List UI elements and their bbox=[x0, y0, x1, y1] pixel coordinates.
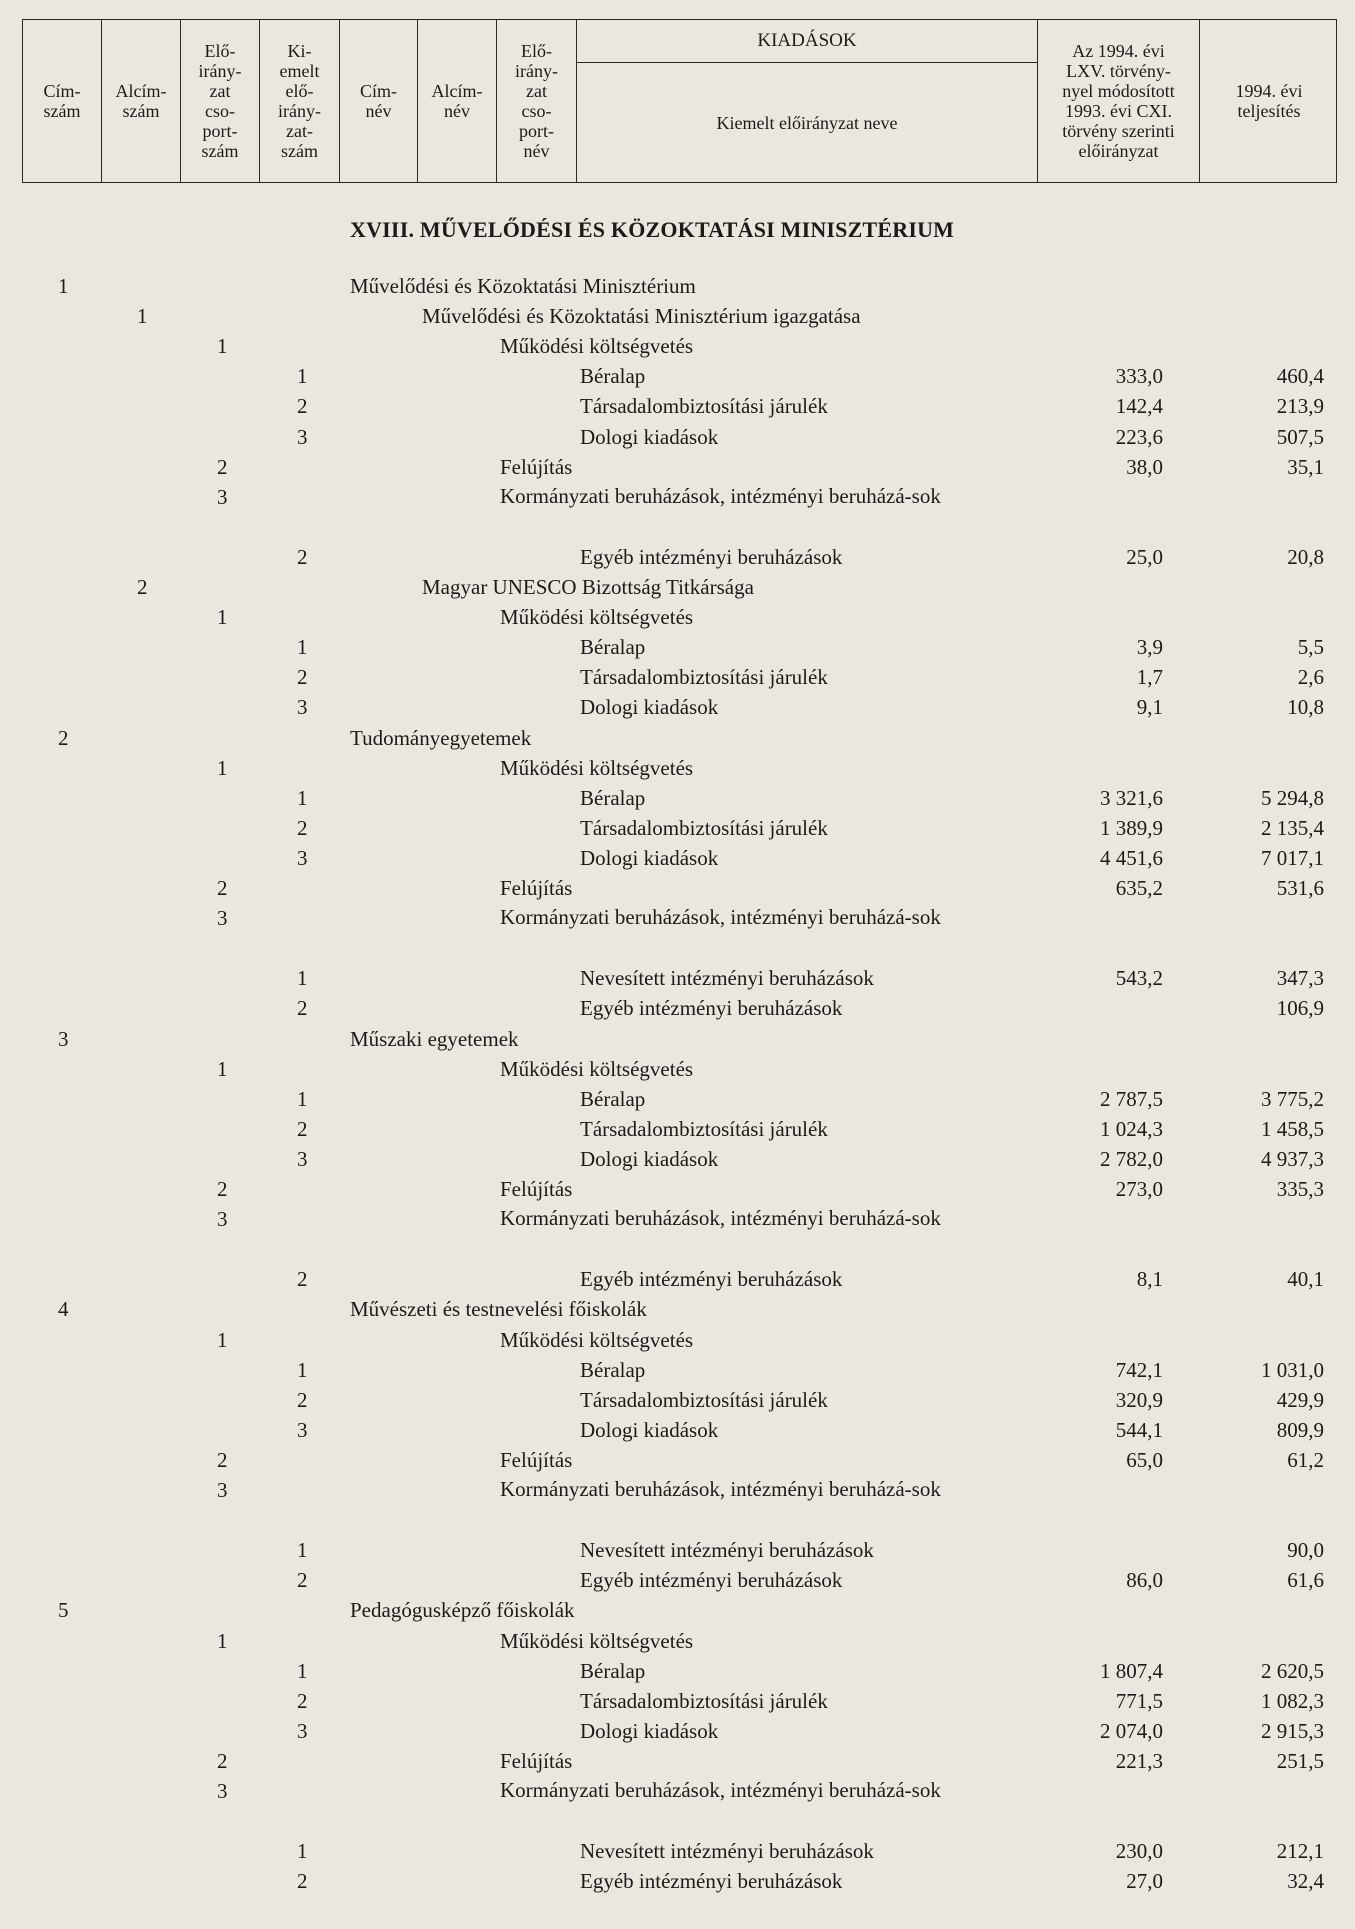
teljesites-value: 1 031,0 bbox=[1261, 1357, 1324, 1382]
row-label: Dologi kiadások bbox=[580, 1718, 719, 1743]
kiemelt-eloiranyzat-szam: 1 bbox=[297, 1839, 308, 1864]
kiemelt-eloiranyzat-szam: 3 bbox=[297, 1417, 308, 1442]
table-row bbox=[0, 813, 1355, 843]
row-label: Kormányzati beruházások, intézményi beruházá-sok bbox=[500, 1778, 941, 1802]
table-row bbox=[0, 632, 1355, 662]
row-label: Egyéb intézményi beruházások bbox=[580, 996, 843, 1021]
row-label: Felújítás bbox=[500, 1447, 573, 1472]
modositott-eloiranyzat-value: 771,5 bbox=[1115, 1688, 1163, 1713]
modositott-eloiranyzat-value: 1 024,3 bbox=[1100, 1116, 1163, 1141]
table-row bbox=[0, 1054, 1355, 1084]
kiemelt-eloiranyzat-szam: 1 bbox=[297, 364, 308, 389]
table-row bbox=[0, 783, 1355, 813]
table-row bbox=[0, 1415, 1355, 1445]
header-alcim-szam: Alcím- szám bbox=[102, 20, 181, 182]
table-row bbox=[0, 301, 1355, 331]
row-label: Kormányzati beruházások, intézményi beruházá-sok bbox=[500, 905, 941, 930]
teljesites-value: 3 775,2 bbox=[1261, 1086, 1324, 1111]
row-label: Működési költségvetés bbox=[500, 1056, 694, 1081]
teljesites-value: 429,9 bbox=[1276, 1387, 1324, 1412]
row-label: Felújítás bbox=[500, 1748, 573, 1773]
row-label: Nevesített intézményi beruházások bbox=[580, 966, 874, 991]
modositott-eloiranyzat-value: 742,1 bbox=[1115, 1357, 1163, 1382]
row-label: Társadalombiztosítási járulék bbox=[580, 1116, 828, 1141]
kiemelt-eloiranyzat-szam: 1 bbox=[297, 1658, 308, 1683]
row-label: Tudományegyetemek bbox=[350, 725, 532, 750]
kiemelt-eloiranyzat-szam: 3 bbox=[297, 424, 308, 449]
row-label: Kormányzati beruházások, intézményi beruházá-sok bbox=[500, 1206, 941, 1231]
cim-szam: 5 bbox=[58, 1598, 69, 1623]
table-row bbox=[0, 542, 1355, 572]
teljesites-value: 4 937,3 bbox=[1261, 1146, 1324, 1171]
teljesites-value: 10,8 bbox=[1287, 695, 1324, 720]
row-label: Társadalombiztosítási járulék bbox=[580, 815, 828, 840]
modositott-eloiranyzat-value: 38,0 bbox=[1126, 454, 1163, 479]
kiemelt-eloiranyzat-szam: 1 bbox=[297, 635, 308, 660]
eloiranyzat-csoport-szam: 3 bbox=[217, 1779, 228, 1803]
modositott-eloiranyzat-value: 1,7 bbox=[1136, 665, 1163, 690]
teljesites-value: 1 082,3 bbox=[1261, 1688, 1324, 1713]
kiemelt-eloiranyzat-szam: 3 bbox=[297, 1718, 308, 1743]
cim-szam: 3 bbox=[58, 1026, 69, 1051]
table-row bbox=[0, 1475, 1355, 1505]
kiemelt-eloiranyzat-szam: 2 bbox=[297, 1568, 308, 1593]
alcim-szam: 1 bbox=[137, 304, 148, 329]
table-row bbox=[0, 1656, 1355, 1686]
table-row bbox=[0, 331, 1355, 361]
modositott-eloiranyzat-value: 273,0 bbox=[1115, 1177, 1163, 1201]
eloiranyzat-csoport-szam: 3 bbox=[217, 1478, 228, 1502]
modositott-eloiranyzat-value: 4 451,6 bbox=[1100, 845, 1163, 870]
table-row bbox=[0, 963, 1355, 993]
eloiranyzat-csoport-szam: 2 bbox=[217, 454, 228, 479]
kiemelt-eloiranyzat-szam: 2 bbox=[297, 394, 308, 419]
row-label: Működési költségvetés bbox=[500, 1327, 694, 1352]
row-label: Társadalombiztosítási járulék bbox=[580, 1688, 828, 1713]
table-row bbox=[0, 1535, 1355, 1565]
table-row bbox=[0, 1716, 1355, 1746]
kiemelt-eloiranyzat-szam: 3 bbox=[297, 1146, 308, 1171]
table-row bbox=[0, 903, 1355, 933]
cim-szam: 4 bbox=[58, 1297, 69, 1322]
teljesites-value: 531,6 bbox=[1276, 876, 1324, 900]
modositott-eloiranyzat-value: 223,6 bbox=[1115, 424, 1163, 449]
row-label: Működési költségvetés bbox=[500, 605, 694, 630]
kiemelt-eloiranyzat-szam: 2 bbox=[297, 544, 308, 569]
modositott-eloiranyzat-value: 9,1 bbox=[1136, 695, 1163, 720]
teljesites-value: 1 458,5 bbox=[1261, 1116, 1324, 1141]
row-label: Művelődési és Közoktatási Minisztérium igazgatása bbox=[422, 304, 861, 329]
header-kiemelt-eloiranyzat-szam: Ki- emelt elő- irány- zat- szám bbox=[260, 20, 340, 182]
header-cim-nev: Cím- név bbox=[340, 20, 418, 182]
header-alcim-nev: Alcím- név bbox=[418, 20, 497, 182]
table-row bbox=[0, 1746, 1355, 1776]
teljesites-value: 2 620,5 bbox=[1261, 1658, 1324, 1683]
teljesites-value: 507,5 bbox=[1276, 424, 1324, 449]
table-row bbox=[0, 1445, 1355, 1475]
table-row bbox=[0, 602, 1355, 632]
modositott-eloiranyzat-value: 333,0 bbox=[1115, 364, 1163, 389]
row-label: Béralap bbox=[580, 1357, 646, 1382]
eloiranyzat-csoport-szam: 1 bbox=[217, 605, 228, 630]
modositott-eloiranyzat-value: 3,9 bbox=[1136, 635, 1163, 660]
table-row bbox=[0, 391, 1355, 421]
row-label: Kormányzati beruházások, intézményi beruházá-sok bbox=[500, 1477, 941, 1501]
eloiranyzat-csoport-szam: 1 bbox=[217, 1628, 228, 1653]
table-row bbox=[0, 1686, 1355, 1716]
table-row bbox=[0, 1264, 1355, 1294]
table-row bbox=[0, 572, 1355, 602]
table-row bbox=[0, 753, 1355, 783]
row-label: Társadalombiztosítási járulék bbox=[580, 665, 828, 690]
row-label: Béralap bbox=[580, 364, 646, 389]
row-label: Felújítás bbox=[500, 876, 573, 900]
teljesites-value: 32,4 bbox=[1287, 1869, 1324, 1894]
row-label: Működési költségvetés bbox=[500, 334, 694, 359]
header-kiadasok: KIADÁSOK bbox=[577, 20, 1037, 63]
modositott-eloiranyzat-value: 221,3 bbox=[1115, 1748, 1163, 1773]
eloiranyzat-csoport-szam: 3 bbox=[217, 906, 228, 931]
teljesites-value: 212,1 bbox=[1276, 1839, 1324, 1864]
table-row bbox=[0, 723, 1355, 753]
row-label: Felújítás bbox=[500, 1177, 573, 1201]
header-table bbox=[22, 19, 1337, 183]
table-row bbox=[0, 1355, 1355, 1385]
row-label: Kormányzati beruházások, intézményi beruházá-sok bbox=[500, 483, 941, 508]
kiemelt-eloiranyzat-szam: 1 bbox=[297, 1086, 308, 1111]
row-label: Béralap bbox=[580, 635, 646, 660]
teljesites-value: 7 017,1 bbox=[1261, 845, 1324, 870]
teljesites-value: 106,9 bbox=[1276, 996, 1324, 1021]
kiemelt-eloiranyzat-szam: 2 bbox=[297, 665, 308, 690]
teljesites-value: 213,9 bbox=[1276, 394, 1324, 419]
eloiranyzat-csoport-szam: 2 bbox=[217, 1177, 228, 1201]
row-label: Nevesített intézményi beruházások bbox=[580, 1538, 874, 1563]
modositott-eloiranyzat-value: 2 787,5 bbox=[1100, 1086, 1163, 1111]
eloiranyzat-csoport-szam: 1 bbox=[217, 1056, 228, 1081]
ministry-title: XVIII. MŰVELŐDÉSI ÉS KÖZOKTATÁSI MINISZTÉRIUM bbox=[350, 217, 955, 242]
modositott-eloiranyzat-value: 230,0 bbox=[1115, 1839, 1163, 1864]
kiemelt-eloiranyzat-szam: 3 bbox=[297, 695, 308, 720]
kiemelt-eloiranyzat-szam: 2 bbox=[297, 1116, 308, 1141]
table-row bbox=[0, 692, 1355, 722]
table-row bbox=[0, 1385, 1355, 1415]
kiemelt-eloiranyzat-szam: 2 bbox=[297, 1688, 308, 1713]
modositott-eloiranyzat-value: 543,2 bbox=[1115, 966, 1163, 991]
teljesites-value: 5 294,8 bbox=[1261, 785, 1324, 810]
table-row bbox=[0, 1174, 1355, 1204]
kiemelt-eloiranyzat-szam: 2 bbox=[297, 1267, 308, 1292]
kiemelt-eloiranyzat-szam: 2 bbox=[297, 1869, 308, 1894]
teljesites-value: 90,0 bbox=[1287, 1538, 1324, 1563]
modositott-eloiranyzat-value: 8,1 bbox=[1136, 1267, 1163, 1292]
modositott-eloiranyzat-value: 1 389,9 bbox=[1100, 815, 1163, 840]
cim-szam: 2 bbox=[58, 725, 69, 750]
row-label: Egyéb intézményi beruházások bbox=[580, 1568, 843, 1593]
kiemelt-eloiranyzat-szam: 1 bbox=[297, 785, 308, 810]
modositott-eloiranyzat-value: 635,2 bbox=[1115, 876, 1163, 900]
header-kiadasok-group bbox=[577, 20, 1038, 182]
teljesites-value: 347,3 bbox=[1276, 966, 1324, 991]
table-row bbox=[0, 422, 1355, 452]
modositott-eloiranyzat-value: 3 321,6 bbox=[1100, 785, 1163, 810]
eloiranyzat-csoport-szam: 2 bbox=[217, 876, 228, 900]
table-row bbox=[0, 482, 1355, 512]
eloiranyzat-csoport-szam: 3 bbox=[217, 484, 228, 509]
row-label: Egyéb intézményi beruházások bbox=[580, 544, 843, 569]
teljesites-value: 5,5 bbox=[1297, 635, 1324, 660]
header-eloiranyzat-csoport-szam: Elő- irány- zat cso- port- szám bbox=[181, 20, 260, 182]
table-row bbox=[0, 1325, 1355, 1355]
eloiranyzat-csoport-szam: 3 bbox=[217, 1207, 228, 1232]
table-row bbox=[0, 1084, 1355, 1114]
header-kiemelt-nev: Kiemelt előirányzat neve bbox=[716, 112, 898, 133]
table-row bbox=[0, 662, 1355, 692]
modositott-eloiranyzat-value: 27,0 bbox=[1126, 1869, 1163, 1894]
table-row bbox=[0, 1836, 1355, 1866]
alcim-szam: 2 bbox=[137, 575, 148, 599]
row-label: Társadalombiztosítási járulék bbox=[580, 1387, 828, 1412]
row-label: Dologi kiadások bbox=[580, 695, 719, 720]
kiemelt-eloiranyzat-szam: 1 bbox=[297, 1357, 308, 1382]
eloiranyzat-csoport-szam: 1 bbox=[217, 1327, 228, 1352]
table-row bbox=[0, 1626, 1355, 1656]
row-label: Művelődési és Közoktatási Minisztérium bbox=[350, 274, 696, 298]
row-label: Dologi kiadások bbox=[580, 845, 719, 870]
modositott-eloiranyzat-value: 65,0 bbox=[1126, 1447, 1163, 1472]
row-label: Dologi kiadások bbox=[580, 1146, 719, 1171]
cim-szam: 1 bbox=[58, 274, 69, 298]
row-label: Társadalombiztosítási járulék bbox=[580, 394, 828, 419]
eloiranyzat-csoport-szam: 1 bbox=[217, 755, 228, 780]
modositott-eloiranyzat-value: 142,4 bbox=[1115, 394, 1163, 419]
table-row bbox=[0, 1294, 1355, 1324]
modositott-eloiranyzat-value: 86,0 bbox=[1126, 1568, 1163, 1593]
table-row bbox=[0, 993, 1355, 1023]
kiemelt-eloiranyzat-szam: 2 bbox=[297, 996, 308, 1021]
table-row bbox=[0, 452, 1355, 482]
teljesites-value: 2 135,4 bbox=[1261, 815, 1324, 840]
teljesites-value: 809,9 bbox=[1276, 1417, 1324, 1442]
row-label: Művészeti és testnevelési főiskolák bbox=[350, 1297, 647, 1322]
table-row bbox=[0, 1565, 1355, 1595]
eloiranyzat-csoport-szam: 2 bbox=[217, 1748, 228, 1773]
table-row bbox=[0, 1595, 1355, 1625]
row-label: Nevesített intézményi beruházások bbox=[580, 1839, 874, 1864]
table-row bbox=[0, 1776, 1355, 1806]
kiemelt-eloiranyzat-szam: 2 bbox=[297, 815, 308, 840]
header-teljesites: 1994. évi teljesítés bbox=[1235, 81, 1303, 121]
teljesites-value: 61,6 bbox=[1287, 1568, 1324, 1593]
modositott-eloiranyzat-value: 320,9 bbox=[1115, 1387, 1163, 1412]
teljesites-value: 20,8 bbox=[1287, 544, 1324, 569]
table-row bbox=[0, 1144, 1355, 1174]
row-label: Felújítás bbox=[500, 454, 573, 479]
modositott-eloiranyzat-value: 25,0 bbox=[1126, 544, 1163, 569]
row-label: Dologi kiadások bbox=[580, 424, 719, 449]
row-label: Műszaki egyetemek bbox=[350, 1026, 519, 1051]
teljesites-value: 251,5 bbox=[1276, 1748, 1324, 1773]
teljesites-value: 35,1 bbox=[1287, 454, 1324, 479]
kiemelt-eloiranyzat-szam: 1 bbox=[297, 1538, 308, 1563]
teljesites-value: 2,6 bbox=[1297, 665, 1324, 690]
row-label: Béralap bbox=[580, 1086, 646, 1111]
row-label: Működési költségvetés bbox=[500, 1628, 694, 1653]
row-label: Béralap bbox=[580, 1658, 646, 1683]
kiemelt-eloiranyzat-szam: 3 bbox=[297, 845, 308, 870]
kiemelt-eloiranyzat-szam: 1 bbox=[297, 966, 308, 991]
row-label: Egyéb intézményi beruházások bbox=[580, 1869, 843, 1894]
table-row bbox=[0, 1114, 1355, 1144]
table-row bbox=[0, 1024, 1355, 1054]
modositott-eloiranyzat-value: 2 782,0 bbox=[1100, 1146, 1163, 1171]
table-row bbox=[0, 1204, 1355, 1234]
row-label: Egyéb intézményi beruházások bbox=[580, 1267, 843, 1292]
header-eloiranyzat-csoport-nev: Elő- irány- zat cso- port- név bbox=[497, 20, 577, 182]
modositott-eloiranyzat-value: 1 807,4 bbox=[1100, 1658, 1163, 1683]
row-label: Magyar UNESCO Bizottság Titkársága bbox=[422, 575, 754, 599]
teljesites-value: 61,2 bbox=[1287, 1447, 1324, 1472]
kiemelt-eloiranyzat-szam: 2 bbox=[297, 1387, 308, 1412]
row-label: Béralap bbox=[580, 785, 646, 810]
table-row bbox=[0, 1866, 1355, 1896]
row-label: Pedagógusképző főiskolák bbox=[350, 1598, 575, 1623]
table-row bbox=[0, 873, 1355, 903]
row-label: Dologi kiadások bbox=[580, 1417, 719, 1442]
modositott-eloiranyzat-value: 2 074,0 bbox=[1100, 1718, 1163, 1743]
eloiranyzat-csoport-szam: 2 bbox=[217, 1447, 228, 1472]
table-row bbox=[0, 361, 1355, 391]
teljesites-value: 40,1 bbox=[1287, 1267, 1324, 1292]
eloiranyzat-csoport-szam: 1 bbox=[217, 334, 228, 359]
header-cim-szam: Cím- szám bbox=[23, 20, 102, 182]
header-modositott-eloiranyzat: Az 1994. évi LXV. törvény- nyel módosított 1993. évi CXI. törvény szerinti előirányzat bbox=[1038, 20, 1200, 182]
modositott-eloiranyzat-value: 544,1 bbox=[1115, 1417, 1163, 1442]
row-label: Működési költségvetés bbox=[500, 755, 694, 780]
table-row bbox=[0, 271, 1355, 301]
teljesites-value: 460,4 bbox=[1276, 364, 1324, 389]
table-row bbox=[0, 843, 1355, 873]
teljesites-value: 2 915,3 bbox=[1261, 1718, 1324, 1743]
teljesites-value: 335,3 bbox=[1276, 1177, 1324, 1201]
